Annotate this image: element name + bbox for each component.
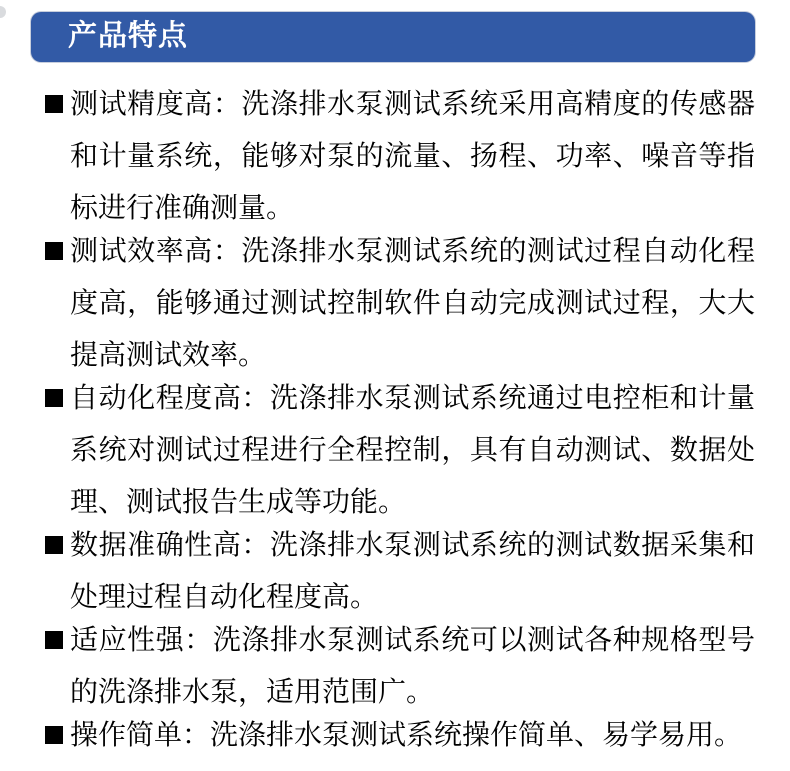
left-edge-artifact [0,6,6,18]
list-item [45,78,755,234]
list-item [45,519,755,623]
bullet-square-icon [45,631,63,649]
bullet-square-icon [45,726,63,744]
feature-text: 测试效率高：洗涤排水泵测试系统的测试过程自动化程度高，能够通过测试控制软件自动完成测试过程，大大提高测试效率。 [70,235,755,370]
bullet-square-icon [45,242,63,260]
feature-text: 操作简单：洗涤排水泵测试系统操作简单、易学易用。 [70,719,743,750]
feature-text: 自动化程度高：洗涤排水泵测试系统通过电控柜和计量系统对测试过程进行全程控制，具有自动测试、数据处理、测试报告生成等功能。 [70,382,755,517]
list-item [45,372,755,528]
section-title: 产品特点 [68,19,189,52]
bullet-square-icon [45,95,63,113]
list-item [45,225,755,381]
feature-text: 适应性强：洗涤排水泵测试系统可以测试各种规格型号的洗涤排水泵，适用范围广。 [70,624,755,707]
bullet-square-icon [45,536,63,554]
feature-text: 数据准确性高：洗涤排水泵测试系统的测试数据采集和处理过程自动化程度高。 [70,529,755,612]
feature-list [45,78,755,761]
list-item [45,614,755,718]
section-header-banner [31,12,755,62]
feature-text: 测试精度高：洗涤排水泵测试系统采用高精度的传感器和计量系统，能够对泵的流量、扬程、功率、噪音等指标进行准确测量。 [70,88,755,223]
bullet-square-icon [45,389,63,407]
list-item [45,709,755,761]
